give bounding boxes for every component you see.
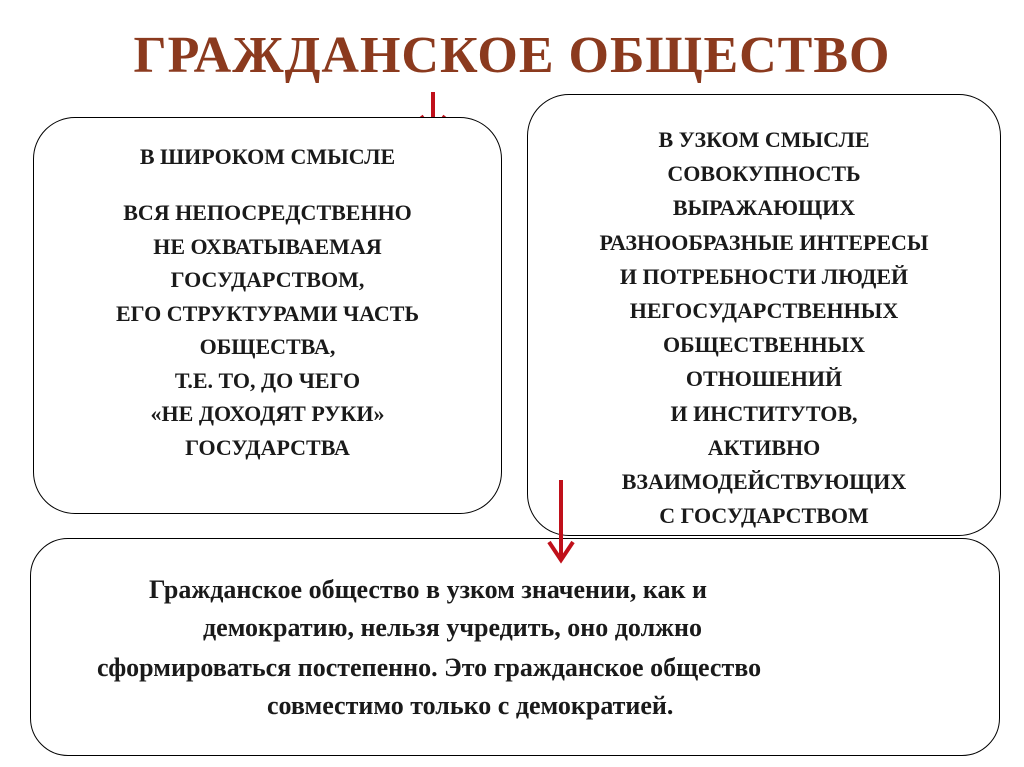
- definition-line: ОБЩЕСТВЕННЫХ: [662, 332, 866, 358]
- wide-sense-box: [33, 117, 502, 514]
- definition-line: СОВОКУПНОСТЬ: [667, 161, 861, 187]
- definition-line: ВСЯ НЕПОСРЕДСТВЕННО: [123, 200, 412, 225]
- definition-line: И ПОТРЕБНОСТИ ЛЮДЕЙ: [619, 263, 909, 289]
- conclusion-line: совместимо только с демократией.: [267, 691, 674, 720]
- narrow-sense-box: [527, 94, 1001, 536]
- conclusion-line: сформироваться постепенно. Это гражданское общество: [97, 653, 762, 682]
- definition-line: В УЗКОМ СМЫСЛЕ: [658, 127, 870, 152]
- conclusion-line: демократию, нельзя учредить, оно должно: [203, 613, 703, 642]
- arrow-down-icon-to-conclusion: [546, 478, 576, 568]
- definition-line: ВЫРАЖАЮЩИХ: [672, 195, 856, 221]
- definition-line: С ГОСУДАРСТВОМ: [659, 503, 869, 529]
- definition-line: НЕГОСУДАРСТВЕННЫХ: [629, 298, 899, 324]
- definition-line: ГОСУДАРСТВА: [185, 434, 350, 460]
- definition-line: ГОСУДАРСТВОМ,: [170, 267, 365, 292]
- page-title: ГРАЖДАНСКОЕ ОБЩЕСТВО: [133, 27, 891, 84]
- definition-line: ОБЩЕСТВА,: [199, 334, 336, 359]
- conclusion-box: [30, 538, 1000, 756]
- definition-line: РАЗНООБРАЗНЫЕ ИНТЕРЕСЫ: [599, 229, 929, 255]
- conclusion-line: Гражданское общество в узком значении, как и: [149, 575, 707, 604]
- definition-line: ОТНОШЕНИЙ: [685, 366, 843, 392]
- definition-line: НЕ ОХВАТЫВАЕМАЯ: [153, 233, 382, 259]
- definition-line: И ИНСТИТУТОВ,: [670, 400, 858, 426]
- definition-line: ВЗАИМОДЕЙСТВУЮЩИХ: [621, 469, 907, 495]
- definition-line: АКТИВНО: [707, 434, 821, 460]
- definition-line: ЕГО СТРУКТУРАМИ ЧАСТЬ: [115, 300, 420, 326]
- definition-line: «НЕ ДОХОДЯТ РУКИ»: [150, 401, 385, 426]
- wide-sense-definition: [34, 196, 501, 464]
- definition-line: Т.Е. ТО, ДО ЧЕГО: [174, 367, 361, 393]
- narrow-sense-definition: [528, 123, 1000, 533]
- wide-sense-heading: В ШИРОКОМ СМЫСЛЕ: [139, 144, 396, 169]
